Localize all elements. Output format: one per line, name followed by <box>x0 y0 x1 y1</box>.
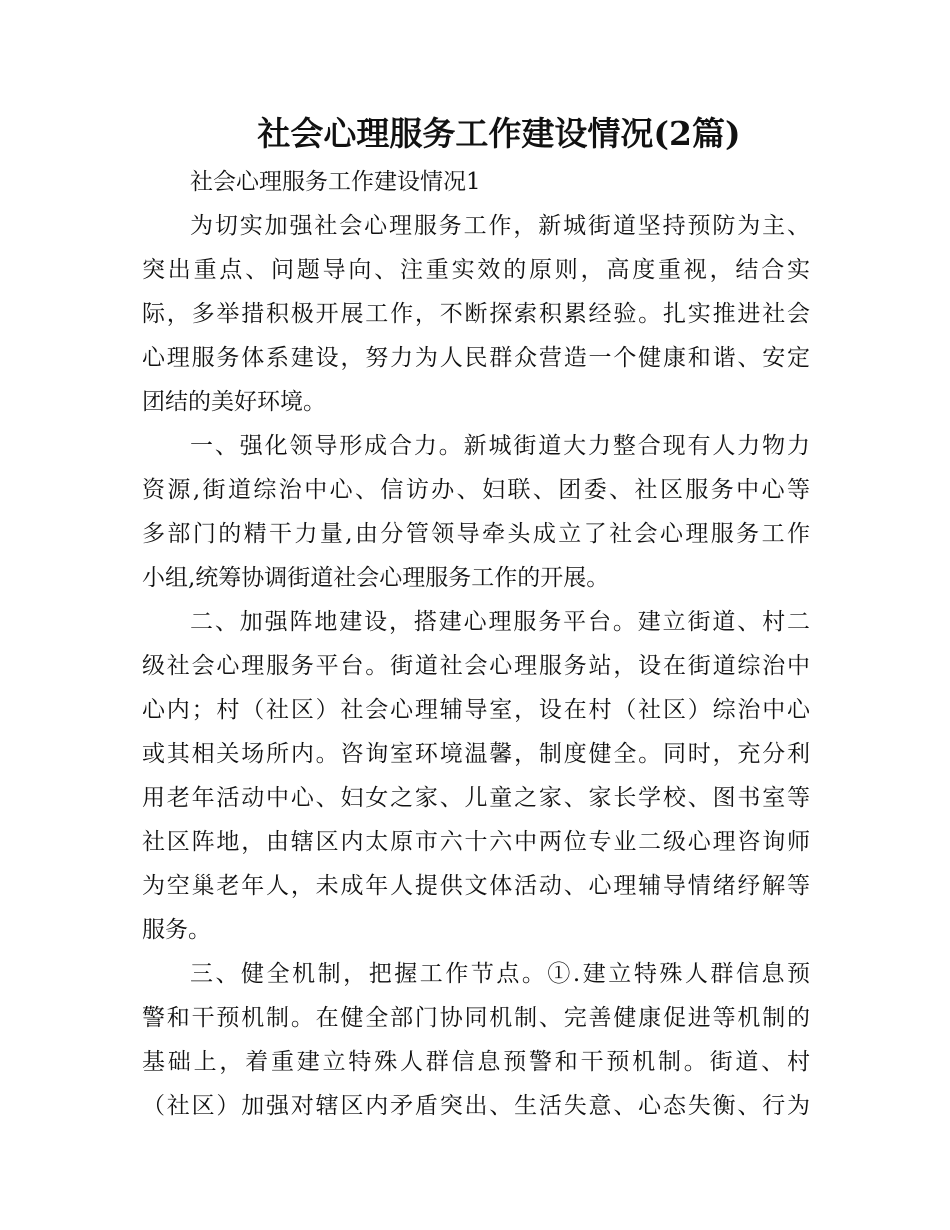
document-body <box>142 160 810 1128</box>
body-line: 服务。 <box>142 917 211 943</box>
body-line: 社区阵地，由辖区内太原市六十六中两位专业二级心理咨询师 <box>142 829 810 855</box>
body-line: 多部门的精干力量,由分管领导牵头成立了社会心理服务工作 <box>142 521 810 547</box>
body-line: 二、加强阵地建设，搭建心理服务平台。建立街道、村二 <box>190 609 810 635</box>
body-line: （社区）加强对辖区内矛盾突出、生活失意、心态失衡、行为 <box>142 1093 810 1119</box>
body-line: 心理服务体系建设，努力为人民群众营造一个健康和谐、安定 <box>142 345 810 371</box>
document-title: 社会心理服务工作建设情况(2篇) <box>257 114 741 153</box>
body-line: 警和干预机制。在健全部门协同机制、完善健康促进等机制的 <box>142 1005 810 1031</box>
body-line: 团结的美好环境。 <box>142 389 326 415</box>
body-line: 小组,统筹协调街道社会心理服务工作的开展。 <box>142 565 610 591</box>
body-line: 为切实加强社会心理服务工作，新城街道坚持预防为主、 <box>190 213 810 239</box>
body-line: 级社会心理服务平台。街道社会心理服务站，设在街道综治中 <box>142 653 810 679</box>
body-line: 基础上，着重建立特殊人群信息预警和干预机制。街道、村 <box>142 1049 810 1075</box>
body-line: 突出重点、问题导向、注重实效的原则，高度重视，结合实 <box>142 257 810 283</box>
body-line: 社会心理服务工作建设情况1 <box>190 169 481 195</box>
body-line: 一、强化领导形成合力。新城街道大力整合现有人力物力 <box>190 433 810 459</box>
body-line: 或其相关场所内。咨询室环境温馨，制度健全。同时，充分利 <box>142 741 810 767</box>
body-line: 心内；村（社区）社会心理辅导室，设在村（社区）综治中心 <box>142 697 810 723</box>
body-line: 用老年活动中心、妇女之家、儿童之家、家长学校、图书室等 <box>142 785 810 811</box>
body-line: 为空巢老年人，未成年人提供文体活动、心理辅导情绪纾解等 <box>142 873 810 899</box>
body-line: 三、健全机制，把握工作节点。①.建立特殊人群信息预 <box>190 961 810 987</box>
body-line: 资源,街道综治中心、信访办、妇联、团委、社区服务中心等 <box>142 477 810 503</box>
body-line: 际，多举措积极开展工作，不断探索积累经验。扎实推进社会 <box>142 301 810 327</box>
